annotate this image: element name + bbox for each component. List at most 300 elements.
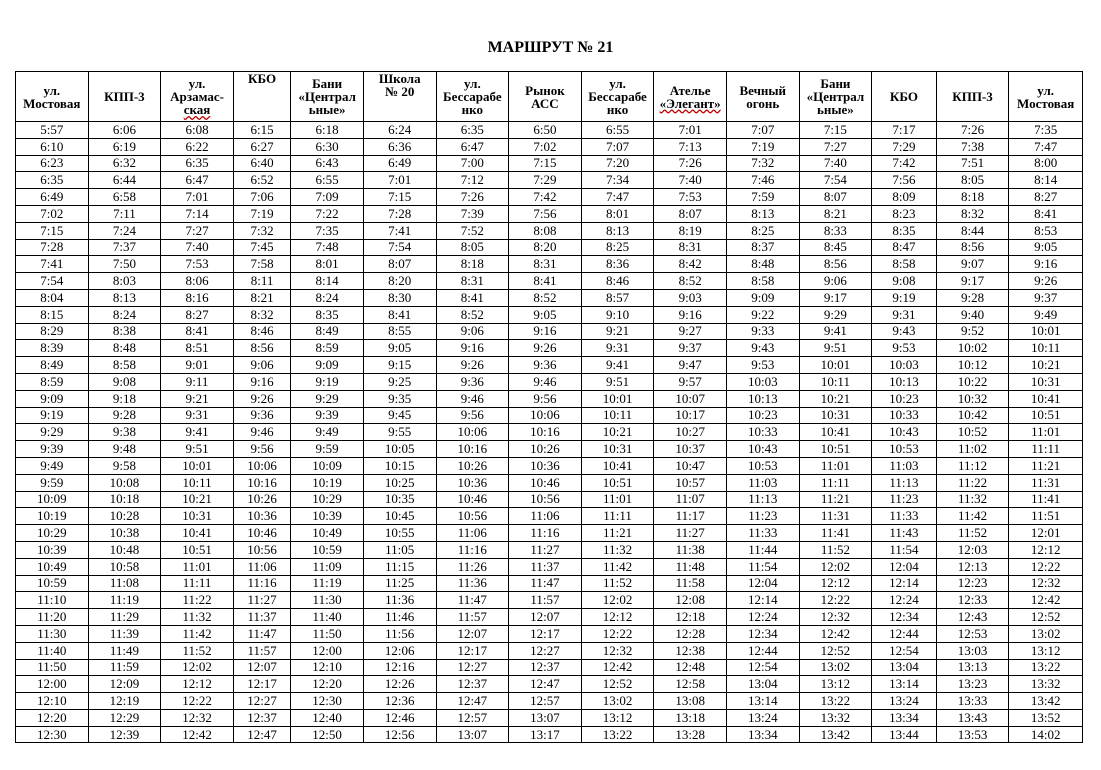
time-cell: 11:52 [161, 642, 234, 659]
time-cell: 7:15 [509, 155, 582, 172]
stop-header [581, 72, 654, 122]
time-cell: 10:13 [726, 390, 799, 407]
time-cell: 11:11 [581, 508, 654, 525]
time-cell: 12:09 [88, 676, 161, 693]
time-cell: 10:16 [436, 441, 509, 458]
time-cell: 11:29 [88, 609, 161, 626]
time-cell: 9:01 [161, 357, 234, 374]
time-cell: 11:48 [654, 558, 727, 575]
time-cell: 7:15 [16, 222, 89, 239]
table-row [16, 340, 1083, 357]
time-cell: 6:36 [363, 138, 436, 155]
time-cell: 11:13 [872, 474, 937, 491]
time-cell: 7:29 [509, 172, 582, 189]
time-cell: 10:36 [436, 474, 509, 491]
time-cell: 11:21 [1009, 457, 1083, 474]
time-cell: 8:58 [88, 357, 161, 374]
time-cell: 8:35 [872, 222, 937, 239]
time-cell: 11:40 [291, 609, 364, 626]
time-cell: 8:09 [872, 189, 937, 206]
time-cell: 6:10 [16, 138, 89, 155]
time-cell: 8:21 [233, 289, 290, 306]
time-cell: 10:41 [161, 525, 234, 542]
table-row [16, 642, 1083, 659]
time-cell: 10:43 [872, 424, 937, 441]
time-cell: 10:18 [88, 491, 161, 508]
time-cell: 10:12 [936, 357, 1009, 374]
time-cell: 11:11 [161, 575, 234, 592]
time-cell: 10:03 [872, 357, 937, 374]
time-cell: 10:49 [291, 525, 364, 542]
time-cell: 6:35 [16, 172, 89, 189]
time-cell: 6:47 [161, 172, 234, 189]
time-cell: 11:26 [436, 558, 509, 575]
time-cell: 10:48 [88, 541, 161, 558]
time-cell: 10:17 [654, 407, 727, 424]
time-cell: 13:22 [799, 693, 872, 710]
time-cell: 8:29 [16, 323, 89, 340]
stop-header-line: КПП-3 [104, 89, 145, 104]
time-cell: 9:36 [436, 373, 509, 390]
time-cell: 10:59 [16, 575, 89, 592]
time-cell: 6:15 [233, 122, 290, 139]
time-cell: 11:27 [509, 541, 582, 558]
time-cell: 10:11 [1009, 340, 1083, 357]
time-cell: 6:47 [436, 138, 509, 155]
time-cell: 10:57 [654, 474, 727, 491]
time-cell: 12:32 [1009, 575, 1083, 592]
time-cell: 11:33 [872, 508, 937, 525]
time-cell: 13:34 [726, 726, 799, 743]
time-cell: 12:47 [509, 676, 582, 693]
time-cell: 11:49 [88, 642, 161, 659]
time-cell: 12:37 [233, 709, 290, 726]
stop-header [291, 72, 364, 122]
time-cell: 9:59 [291, 441, 364, 458]
time-cell: 9:46 [436, 390, 509, 407]
table-row [16, 289, 1083, 306]
time-cell: 10:09 [291, 457, 364, 474]
time-cell: 10:52 [936, 424, 1009, 441]
time-cell: 11:39 [88, 625, 161, 642]
table-row [16, 222, 1083, 239]
time-cell: 12:04 [726, 575, 799, 592]
time-cell: 13:42 [1009, 693, 1083, 710]
time-cell: 13:24 [726, 709, 799, 726]
time-cell: 7:51 [936, 155, 1009, 172]
time-cell: 7:40 [799, 155, 872, 172]
stop-header [509, 72, 582, 122]
time-cell: 11:16 [509, 525, 582, 542]
time-cell: 8:37 [726, 239, 799, 256]
time-cell: 12:52 [581, 676, 654, 693]
stop-header-line: № 20 [385, 84, 415, 99]
time-cell: 8:04 [16, 289, 89, 306]
time-cell: 11:51 [1009, 508, 1083, 525]
time-cell: 12:18 [654, 609, 727, 626]
table-row [16, 407, 1083, 424]
time-cell: 7:01 [654, 122, 727, 139]
time-cell: 11:07 [654, 491, 727, 508]
time-cell: 6:18 [291, 122, 364, 139]
time-cell: 7:35 [1009, 122, 1083, 139]
table-row [16, 693, 1083, 710]
time-cell: 13:04 [872, 659, 937, 676]
time-cell: 8:56 [799, 256, 872, 273]
time-cell: 7:56 [872, 172, 937, 189]
time-cell: 11:57 [436, 609, 509, 626]
time-cell: 7:19 [233, 205, 290, 222]
time-cell: 12:57 [436, 709, 509, 726]
time-cell: 7:02 [509, 138, 582, 155]
stop-header-line: нко [461, 102, 483, 117]
time-cell: 5:57 [16, 122, 89, 139]
time-cell: 10:39 [16, 541, 89, 558]
time-cell: 8:49 [291, 323, 364, 340]
time-cell: 8:41 [509, 273, 582, 290]
time-cell: 12:22 [799, 592, 872, 609]
time-cell: 11:01 [161, 558, 234, 575]
time-cell: 12:44 [726, 642, 799, 659]
table-row [16, 541, 1083, 558]
time-cell: 7:07 [726, 122, 799, 139]
time-cell: 12:56 [363, 726, 436, 743]
time-cell: 7:12 [436, 172, 509, 189]
time-cell: 8:27 [1009, 189, 1083, 206]
time-cell: 9:16 [509, 323, 582, 340]
time-cell: 11:47 [509, 575, 582, 592]
time-cell: 7:19 [726, 138, 799, 155]
time-cell: 12:42 [161, 726, 234, 743]
time-cell: 13:33 [936, 693, 1009, 710]
time-cell: 12:37 [509, 659, 582, 676]
time-cell: 9:28 [936, 289, 1009, 306]
time-cell: 11:56 [363, 625, 436, 642]
time-cell: 9:49 [1009, 306, 1083, 323]
time-cell: 11:08 [88, 575, 161, 592]
time-cell: 10:22 [936, 373, 1009, 390]
time-cell: 7:53 [161, 256, 234, 273]
time-cell: 11:17 [654, 508, 727, 525]
table-row [16, 525, 1083, 542]
time-cell: 13:12 [581, 709, 654, 726]
time-cell: 7:26 [936, 122, 1009, 139]
time-cell: 8:52 [509, 289, 582, 306]
time-cell: 11:19 [291, 575, 364, 592]
time-cell: 9:27 [654, 323, 727, 340]
time-cell: 8:25 [726, 222, 799, 239]
time-cell: 10:31 [799, 407, 872, 424]
time-cell: 11:12 [936, 457, 1009, 474]
time-cell: 10:53 [726, 457, 799, 474]
time-cell: 10:55 [363, 525, 436, 542]
table-row [16, 138, 1083, 155]
time-cell: 8:55 [363, 323, 436, 340]
time-cell: 11:21 [581, 525, 654, 542]
time-cell: 12:29 [88, 709, 161, 726]
time-cell: 12:12 [1009, 541, 1083, 558]
time-cell: 13:14 [726, 693, 799, 710]
stop-header [233, 72, 290, 122]
time-cell: 11:31 [799, 508, 872, 525]
time-cell: 10:21 [1009, 357, 1083, 374]
stop-header-line: Арзамас- [170, 89, 224, 104]
time-cell: 9:51 [799, 340, 872, 357]
time-cell: 9:09 [291, 357, 364, 374]
time-cell: 12:27 [436, 659, 509, 676]
time-cell: 10:42 [936, 407, 1009, 424]
time-cell: 12:40 [291, 709, 364, 726]
time-cell: 11:30 [16, 625, 89, 642]
time-cell: 12:27 [509, 642, 582, 659]
time-cell: 9:45 [363, 407, 436, 424]
time-cell: 6:32 [88, 155, 161, 172]
time-cell: 10:56 [233, 541, 290, 558]
time-cell: 8:32 [233, 306, 290, 323]
time-cell: 13:34 [872, 709, 937, 726]
time-cell: 13:13 [936, 659, 1009, 676]
time-cell: 11:36 [363, 592, 436, 609]
time-cell: 13:32 [799, 709, 872, 726]
time-cell: 9:33 [726, 323, 799, 340]
time-cell: 9:55 [363, 424, 436, 441]
time-cell: 10:31 [581, 441, 654, 458]
time-cell: 12:08 [654, 592, 727, 609]
time-cell: 7:59 [726, 189, 799, 206]
time-cell: 9:46 [233, 424, 290, 441]
time-cell: 9:09 [726, 289, 799, 306]
time-cell: 11:59 [88, 659, 161, 676]
time-cell: 12:44 [872, 625, 937, 642]
time-cell: 9:29 [291, 390, 364, 407]
time-cell: 9:29 [16, 424, 89, 441]
time-cell: 9:11 [161, 373, 234, 390]
time-cell: 11:19 [88, 592, 161, 609]
time-cell: 11:47 [436, 592, 509, 609]
stop-header-line: ул. [1037, 82, 1055, 98]
time-cell: 12:17 [509, 625, 582, 642]
stop-header-line: ул. [609, 76, 626, 91]
time-cell: 11:09 [291, 558, 364, 575]
time-cell: 8:27 [161, 306, 234, 323]
time-cell: 10:11 [799, 373, 872, 390]
time-cell: 9:09 [16, 390, 89, 407]
time-cell: 9:19 [291, 373, 364, 390]
table-row [16, 323, 1083, 340]
time-cell: 8:31 [436, 273, 509, 290]
time-cell: 7:00 [436, 155, 509, 172]
time-cell: 9:39 [291, 407, 364, 424]
time-cell: 8:46 [581, 273, 654, 290]
time-cell: 9:49 [16, 457, 89, 474]
time-cell: 10:51 [161, 541, 234, 558]
time-cell: 12:14 [726, 592, 799, 609]
time-cell: 12:07 [233, 659, 290, 676]
time-cell: 9:15 [363, 357, 436, 374]
time-cell: 10:13 [872, 373, 937, 390]
time-cell: 9:47 [654, 357, 727, 374]
time-cell: 6:19 [88, 138, 161, 155]
time-cell: 8:14 [1009, 172, 1083, 189]
table-row [16, 239, 1083, 256]
time-cell: 7:26 [436, 189, 509, 206]
time-cell: 8:41 [1009, 205, 1083, 222]
time-cell: 12:20 [291, 676, 364, 693]
time-cell: 11:06 [436, 525, 509, 542]
time-cell: 12:22 [161, 693, 234, 710]
time-cell: 9:06 [436, 323, 509, 340]
time-cell: 8:56 [233, 340, 290, 357]
time-cell: 8:38 [88, 323, 161, 340]
time-cell: 11:01 [1009, 424, 1083, 441]
time-cell: 10:45 [363, 508, 436, 525]
time-cell: 7:07 [581, 138, 654, 155]
time-cell: 8:21 [799, 205, 872, 222]
time-cell: 8:51 [161, 340, 234, 357]
time-cell: 9:21 [161, 390, 234, 407]
time-cell: 13:23 [936, 676, 1009, 693]
time-cell: 9:37 [654, 340, 727, 357]
time-cell: 11:21 [799, 491, 872, 508]
table-row [16, 592, 1083, 609]
table-row [16, 273, 1083, 290]
time-cell: 11:37 [509, 558, 582, 575]
stop-header-line: Бессарабе [588, 89, 647, 104]
time-cell: 13:03 [936, 642, 1009, 659]
time-cell: 8:07 [363, 256, 436, 273]
time-cell: 8:30 [363, 289, 436, 306]
time-cell: 10:29 [291, 491, 364, 508]
time-cell: 11:23 [872, 491, 937, 508]
time-cell: 9:36 [233, 407, 290, 424]
time-cell: 12:22 [581, 625, 654, 642]
time-cell: 10:35 [363, 491, 436, 508]
time-cell: 9:41 [581, 357, 654, 374]
time-cell: 11:52 [799, 541, 872, 558]
time-cell: 13:17 [509, 726, 582, 743]
time-cell: 11:38 [654, 541, 727, 558]
time-cell: 8:18 [436, 256, 509, 273]
time-cell: 11:52 [936, 525, 1009, 542]
time-cell: 7:37 [88, 239, 161, 256]
time-cell: 9:43 [726, 340, 799, 357]
time-cell: 8:41 [436, 289, 509, 306]
time-cell: 10:32 [936, 390, 1009, 407]
time-cell: 10:23 [872, 390, 937, 407]
time-cell: 10:11 [581, 407, 654, 424]
time-cell: 6:49 [16, 189, 89, 206]
table-row [16, 390, 1083, 407]
time-cell: 10:37 [654, 441, 727, 458]
stop-header [161, 72, 234, 122]
time-cell: 9:29 [799, 306, 872, 323]
time-cell: 12:12 [799, 575, 872, 592]
time-cell: 11:36 [436, 575, 509, 592]
time-cell: 9:26 [233, 390, 290, 407]
time-cell: 8:35 [291, 306, 364, 323]
time-cell: 13:32 [1009, 676, 1083, 693]
stop-header-line: ьные» [308, 102, 346, 117]
table-row [16, 609, 1083, 626]
stop-header [799, 72, 872, 122]
time-cell: 8:01 [291, 256, 364, 273]
time-cell: 8:58 [872, 256, 937, 273]
time-cell: 7:29 [872, 138, 937, 155]
stop-header-line: Рынок [525, 82, 565, 98]
time-cell: 12:32 [161, 709, 234, 726]
time-cell: 11:41 [1009, 491, 1083, 508]
time-cell: 8:07 [654, 205, 727, 222]
table-row [16, 122, 1083, 139]
time-cell: 9:58 [88, 457, 161, 474]
time-cell: 7:20 [581, 155, 654, 172]
time-cell: 8:13 [88, 289, 161, 306]
time-cell: 10:46 [509, 474, 582, 491]
time-cell: 11:20 [16, 609, 89, 626]
time-cell: 8:52 [436, 306, 509, 323]
stop-header-line: Бани [820, 76, 851, 91]
time-cell: 9:08 [88, 373, 161, 390]
time-cell: 7:15 [799, 122, 872, 139]
time-cell: 7:54 [363, 239, 436, 256]
time-cell: 7:28 [16, 239, 89, 256]
time-cell: 8:52 [654, 273, 727, 290]
time-cell: 12:43 [936, 609, 1009, 626]
time-cell: 11:03 [872, 457, 937, 474]
time-cell: 10:21 [799, 390, 872, 407]
time-cell: 12:52 [1009, 609, 1083, 626]
time-cell: 11:22 [161, 592, 234, 609]
time-cell: 8:58 [726, 273, 799, 290]
time-cell: 9:41 [799, 323, 872, 340]
time-cell: 8:41 [363, 306, 436, 323]
time-cell: 9:26 [1009, 273, 1083, 290]
stop-header [88, 72, 161, 122]
time-cell: 12:01 [1009, 525, 1083, 542]
time-cell: 8:25 [581, 239, 654, 256]
time-cell: 8:19 [654, 222, 727, 239]
time-cell: 11:32 [936, 491, 1009, 508]
time-cell: 13:18 [654, 709, 727, 726]
time-cell: 6:55 [581, 122, 654, 139]
time-cell: 13:43 [936, 709, 1009, 726]
time-cell: 11:01 [581, 491, 654, 508]
time-cell: 9:49 [291, 424, 364, 441]
time-cell: 10:26 [233, 491, 290, 508]
time-cell: 12:02 [161, 659, 234, 676]
table-row [16, 474, 1083, 491]
time-cell: 7:45 [233, 239, 290, 256]
time-cell: 7:39 [436, 205, 509, 222]
time-cell: 13:07 [436, 726, 509, 743]
time-cell: 8:59 [16, 373, 89, 390]
time-cell: 6:40 [233, 155, 290, 172]
time-cell: 9:51 [161, 441, 234, 458]
stop-header-line: ул. [188, 76, 206, 91]
time-cell: 10:27 [654, 424, 727, 441]
time-cell: 8:08 [509, 222, 582, 239]
stop-header [726, 72, 799, 122]
time-cell: 13:22 [1009, 659, 1083, 676]
time-cell: 12:24 [872, 592, 937, 609]
stop-header [1009, 72, 1083, 122]
time-cell: 9:06 [233, 357, 290, 374]
stop-header-line: ская [183, 102, 211, 117]
time-cell: 8:01 [581, 205, 654, 222]
time-cell: 7:14 [161, 205, 234, 222]
time-cell: 12:12 [581, 609, 654, 626]
time-cell: 10:03 [726, 373, 799, 390]
